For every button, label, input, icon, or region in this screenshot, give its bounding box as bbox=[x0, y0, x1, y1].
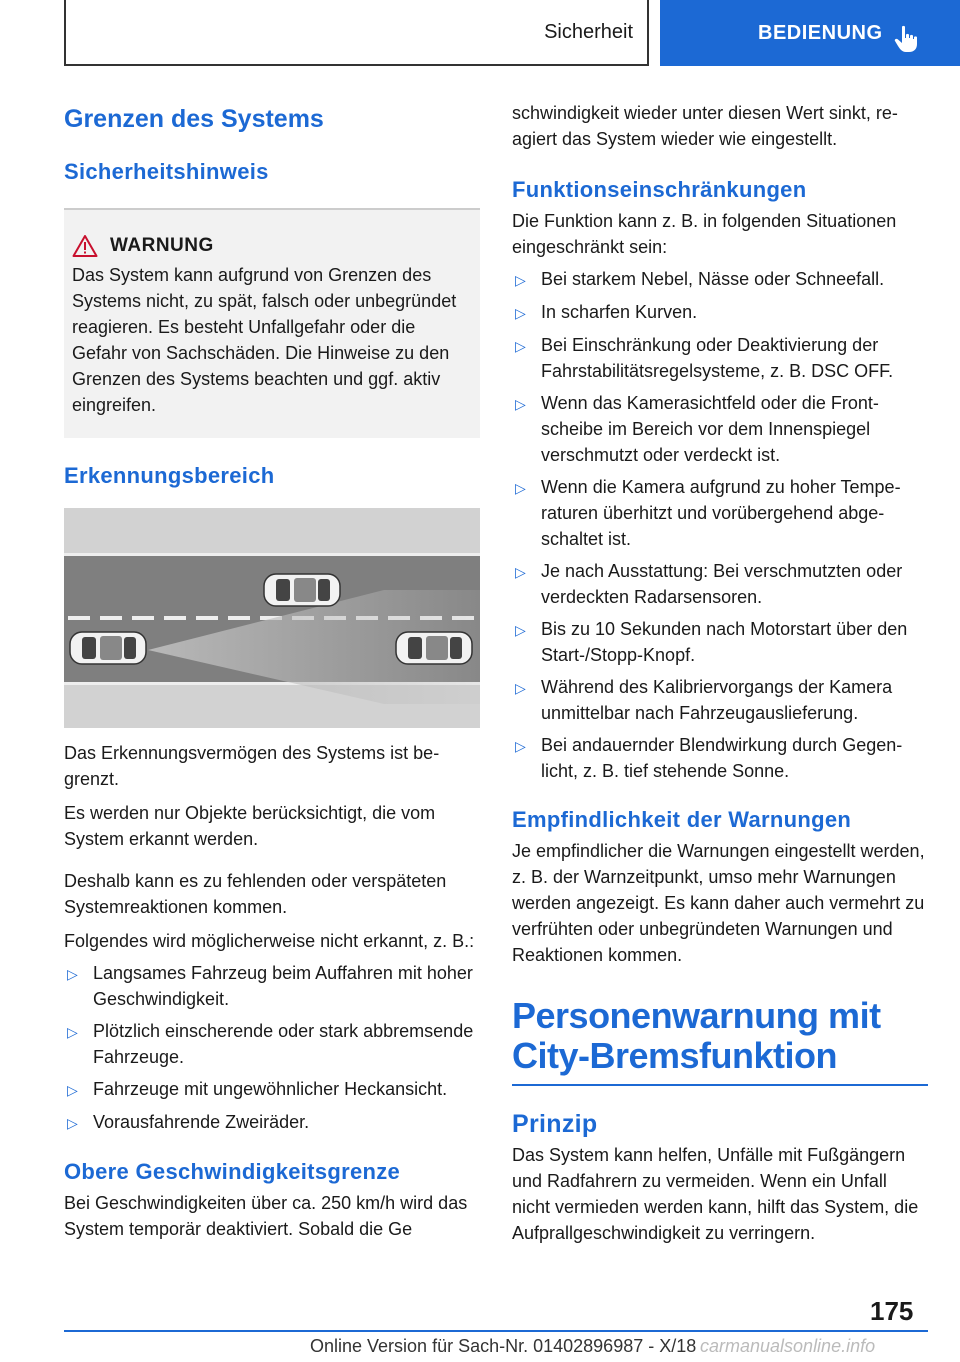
principle-text: Das System kann helfen, Unfälle mit Fußgängern und Radfahrern zu vermeiden. Wenn ein Unfall nicht vermieden werden kann, hilft das System, die Aufprallgeschwindigkeit zu verringern. bbox=[512, 1145, 919, 1243]
detection-text-2: Es werden nur Objekte berücksichtigt, die vom System erkannt werden. bbox=[64, 803, 436, 849]
detection-heading: Erkennungsbereich bbox=[64, 463, 275, 488]
list-item: ▷ Bei Einschränkung oder Deaktivierung der Fahrstabilitätsregelsysteme, z. B. DSC OFF. bbox=[512, 332, 928, 384]
chapter-title: Personenwarnung mit City-Bremsfunktion bbox=[512, 995, 881, 1076]
list-item: ▷ Plötzlich einscherende oder stark abbremsende Fahrzeuge. bbox=[64, 1018, 480, 1070]
limitations-list bbox=[512, 266, 928, 784]
title-rule bbox=[512, 1084, 928, 1086]
detection-range-illustration bbox=[64, 508, 480, 728]
speed-limit-continued: schwindigkeit wieder unter diesen Wert sinkt, reagiert das System wieder wie eingestellt. bbox=[512, 103, 898, 149]
sensitivity-heading: Empfindlichkeit der Warnungen bbox=[512, 807, 852, 832]
list-item: ▷ Bis zu 10 Sekunden nach Motorstart über den Start-/Stopp-Knopf. bbox=[512, 616, 928, 668]
footer-watermark: carmanualsonline.info bbox=[700, 1336, 876, 1356]
detection-diagram bbox=[64, 508, 480, 728]
footer-rule bbox=[64, 1330, 928, 1332]
limitations-intro: Die Funktion kann z. B. in folgenden Situationen eingeschränkt sein: bbox=[512, 211, 897, 257]
page-header bbox=[0, 0, 960, 66]
bullet-arrow-icon: ▷ bbox=[515, 680, 526, 696]
bullet-arrow-icon: ▷ bbox=[515, 338, 526, 354]
hand-pointer-icon bbox=[893, 24, 923, 54]
bullet-arrow-icon: ▷ bbox=[67, 966, 78, 982]
car-ego bbox=[70, 632, 146, 664]
bullet-arrow-icon: ▷ bbox=[515, 305, 526, 321]
warning-triangle-icon bbox=[72, 234, 98, 258]
warning-box bbox=[64, 208, 480, 438]
bullet-arrow-icon: ▷ bbox=[67, 1115, 78, 1131]
footer-online-version: Online Version für Sach-Nr. 01402896987 - X/18 bbox=[310, 1336, 697, 1356]
list-item: ▷ Wenn die Kamera aufgrund zu hoher Temperaturen überhitzt und vorübergehend abgeschaltet ist. bbox=[512, 474, 928, 552]
list-item: ▷ Bei andauernder Blendwirkung durch Gegenlicht, z. B. tief stehende Sonne. bbox=[512, 732, 928, 784]
bullet-arrow-icon: ▷ bbox=[515, 738, 526, 754]
sensitivity-text: Je empfindlicher die Warnungen eingestellt werden, z. B. der Warnzeitpunkt, umso mehr Warnungen werden angezeigt. Es kann daher auch vermehrt zu verfrühten oder unbegründeten Warnungen und Reaktionen kommen. bbox=[512, 841, 925, 965]
limitations-heading: Funktionseinschränkungen bbox=[512, 177, 807, 202]
list-item: ▷ Wenn das Kamerasichtfeld oder die Frontscheibe im Bereich vor dem Innenspiegel verschmutzt oder verdeckt ist. bbox=[512, 390, 928, 468]
undetected-list bbox=[64, 960, 480, 1136]
chapter-label: BEDIENUNG bbox=[758, 21, 883, 44]
list-item: ▷ Bei starkem Nebel, Nässe oder Schneefall. bbox=[512, 266, 928, 293]
bullet-arrow-icon: ▷ bbox=[67, 1082, 78, 1098]
principle-heading: Prinzip bbox=[512, 1110, 598, 1138]
list-item: ▷ Während des Kalibriervorgangs der Kamera unmittelbar nach Fahrzeugauslieferung. bbox=[512, 674, 928, 726]
speed-limit-text: Bei Geschwindigkeiten über ca. 250 km/h wird das System temporär deaktiviert. Sobald die Ge bbox=[64, 1193, 468, 1239]
section-title: Grenzen des Systems bbox=[64, 105, 324, 133]
bullet-arrow-icon: ▷ bbox=[515, 564, 526, 580]
detection-text-3: Deshalb kann es zu fehlenden oder verspäteten Systemreaktionen kommen. bbox=[64, 871, 447, 917]
list-item: ▷ In scharfen Kurven. bbox=[512, 299, 928, 326]
warning-text: Das System kann aufgrund von Grenzen des Systems nicht, zu spät, falsch oder unbegründet reagieren. Es besteht Unfallgefahr oder die Gefahr von Sachschäden. Die Hinweise zu den Grenzen des Systems beachten und ggf. aktiv eingreifen. bbox=[72, 265, 457, 415]
list-item: ▷ Vorausfahrende Zweiräder. bbox=[64, 1109, 480, 1136]
safety-heading: Sicherheitshinweis bbox=[64, 159, 269, 184]
warning-label: WARNUNG bbox=[110, 235, 214, 256]
bullet-arrow-icon: ▷ bbox=[515, 480, 526, 496]
detection-text-1: Das Erkennungsvermögen des Systems ist begrenzt. bbox=[64, 743, 440, 789]
list-item: ▷ Fahrzeuge mit ungewöhnlicher Heckansicht. bbox=[64, 1076, 480, 1103]
page-number: 175 bbox=[870, 1296, 914, 1326]
right-column bbox=[512, 100, 928, 1246]
list-item: ▷ Langsames Fahrzeug beim Auffahren mit hoher Geschwindigkeit. bbox=[64, 960, 480, 1012]
bullet-arrow-icon: ▷ bbox=[515, 272, 526, 288]
bullet-arrow-icon: ▷ bbox=[515, 396, 526, 412]
left-column bbox=[64, 100, 480, 1242]
speed-limit-heading: Obere Geschwindigkeitsgrenze bbox=[64, 1159, 401, 1184]
detection-text-4: Folgendes wird möglicherweise nicht erkannt, z. B.: bbox=[64, 931, 475, 951]
car-adjacent bbox=[264, 574, 340, 606]
car-ahead bbox=[396, 632, 472, 664]
list-item: ▷ Je nach Ausstattung: Bei verschmutzten oder verdeckten Radarsensoren. bbox=[512, 558, 928, 610]
section-label: Sicherheit bbox=[544, 20, 633, 43]
section-tab[interactable] bbox=[64, 0, 649, 66]
bullet-arrow-icon: ▷ bbox=[67, 1024, 78, 1040]
bullet-arrow-icon: ▷ bbox=[515, 622, 526, 638]
